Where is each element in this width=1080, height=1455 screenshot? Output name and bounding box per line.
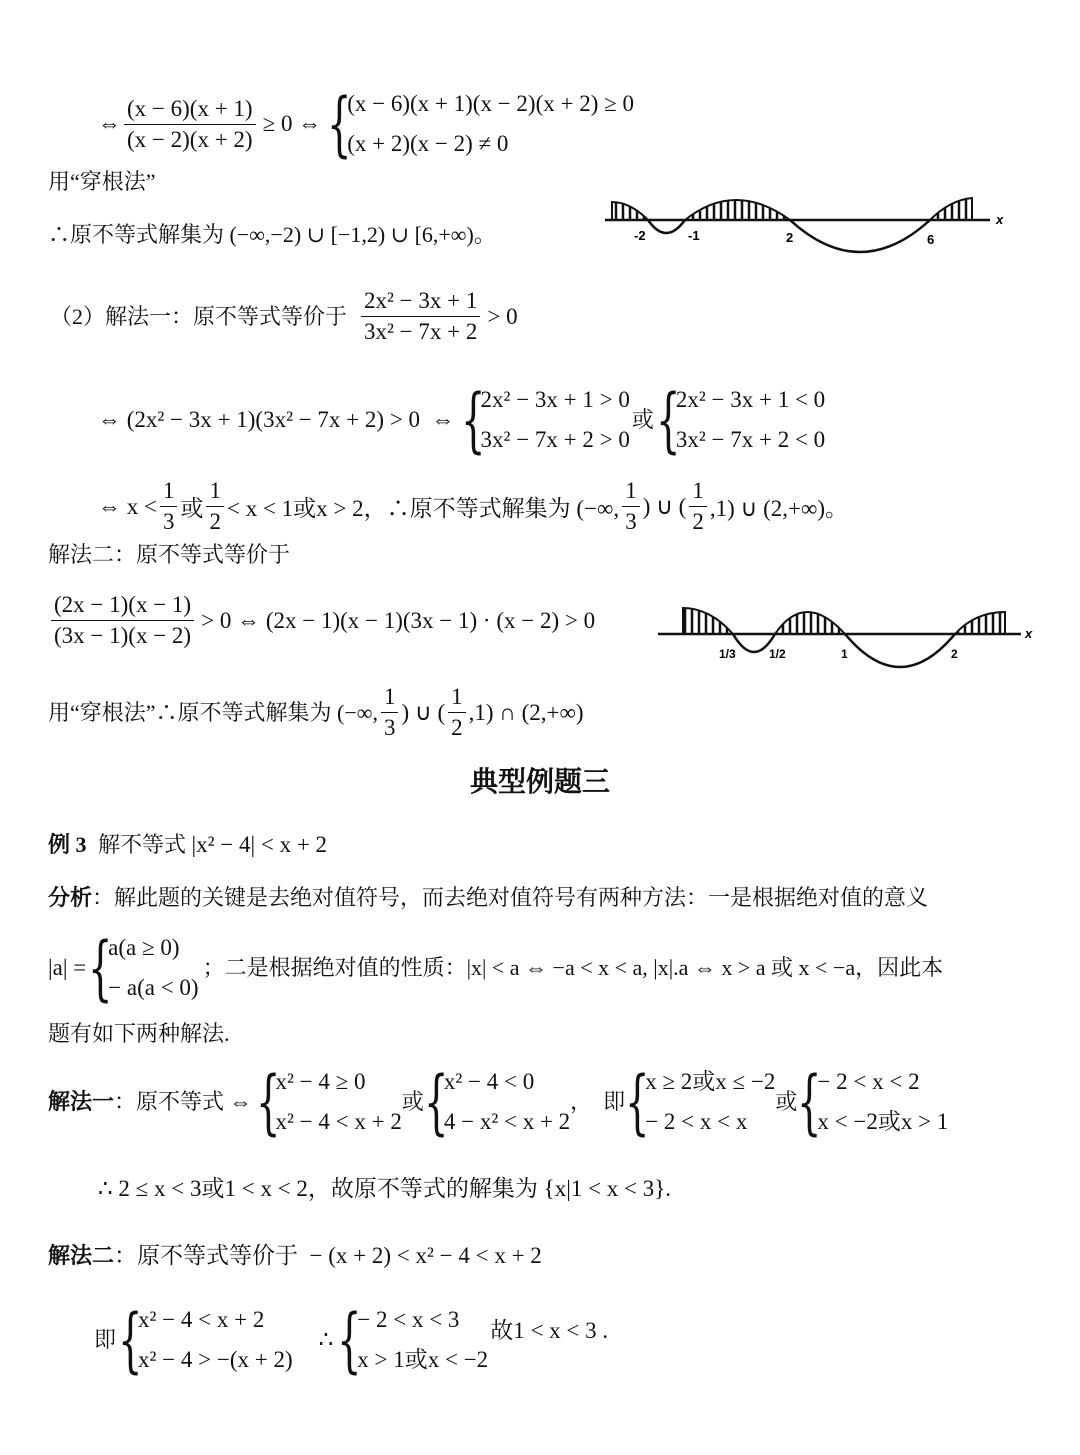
fraction-3: $\frac{(2x - 1)(x - 1)}{(3x - 1)(x - 2)}$ bbox=[51, 592, 194, 649]
system-2a: { 2x² − 3x + 1 > 0 3x² − 7x + 2 > 0 bbox=[460, 379, 630, 461]
curve-below bbox=[648, 220, 685, 233]
system-m1d: { − 2 < x < 2 x < −2或x > 1 bbox=[797, 1061, 949, 1143]
method2b-line: 解法二：原不等式等价于 − (x + 2) < x² − 4 < x + 2 bbox=[48, 1243, 542, 1268]
axis-label-x: x bbox=[1025, 626, 1033, 641]
after-fraction: ≥ 0 ⇔ bbox=[262, 111, 322, 136]
section-heading: 典型例题三 bbox=[469, 765, 610, 798]
method2-title: 解法二：原不等式等价于 bbox=[48, 542, 291, 567]
label-1: 1 bbox=[841, 647, 848, 661]
part2-line2: ⇔ (2x² − 3x + 1)(3x² − 7x + 2) > 0 ⇔ { 2x² − 3x + 1 > 0 3x² − 7x + 2 > 0 或 { 2x² − 3x + 1 < 0 3x² − 7x + 2 < 0 bbox=[98, 379, 826, 461]
system-m1c: { x ≥ 2或x ≤ −2 − 2 < x < x bbox=[625, 1061, 776, 1143]
method2-line: $\frac{(2x - 1)(x - 1)}{(3x - 1)(x - 2)}$ > 0 ⇔ (2x − 1)(x − 1)(3x − 1) · (x − 2) > 0 bbox=[48, 592, 595, 649]
hatched-region bbox=[775, 612, 845, 634]
method2-final-line: 用“穿根法”∴原不等式解集为 (−∞, $\frac{1}{3}$ ) ∪ ( $\frac{1}{2}$ ,1) ∩ (2,+∞) bbox=[48, 684, 584, 740]
hatched-region bbox=[612, 202, 648, 220]
sign-diagram-2 bbox=[655, 600, 1040, 672]
label-one-half: 1/2 bbox=[769, 647, 786, 661]
label-one-third: 1/3 bbox=[719, 647, 736, 661]
analysis-line-2: |a| = { a(a ≥ 0) − a(a < 0) ；二是根据绝对值的性质：|x| < a ⇔ −a < x < a, |x|.a ⇔ x > a 或 x < −a，因此本 bbox=[48, 927, 944, 1009]
method2b-systems: 即 { x² − 4 < x + 2 x² − 4 > −(x + 2) ∴ { − 2 < x < 3 x > 1或x < −2 故1 < x < 3 . bbox=[94, 1299, 609, 1381]
eq-line-1 bbox=[98, 84, 634, 164]
system-m1a: { x² − 4 ≥ 0 x² − 4 < x + 2 bbox=[255, 1061, 402, 1143]
label-minus-1: -1 bbox=[688, 228, 700, 243]
label-2: 2 bbox=[786, 230, 794, 245]
label-minus-2: -2 bbox=[634, 228, 646, 243]
system-1: { (x − 6)(x + 1)(x − 2)(x + 2) ≥ 0 (x + 2)(x − 2) ≠ 0 bbox=[327, 83, 634, 165]
axis-label-x: x bbox=[996, 212, 1004, 227]
method1-line: 解法一 ：原不等式 ⇔ { x² − 4 ≥ 0 x² − 4 < x + 2 或 { x² − 4 < 0 4 − x² < x + 2 ， 即 { x ≥ 2或x ≤ −2 − 2 < x < x 或 { − 2 < x < 2 x < −2或x > 1 bbox=[48, 1061, 949, 1143]
system-2b: { 2x² − 3x + 1 < 0 3x² − 7x + 2 < 0 bbox=[655, 379, 826, 461]
example-3-line: 例 3 解不等式 |x² − 4| < x + 2 bbox=[48, 832, 328, 857]
system-m2a: { x² − 4 < x + 2 x² − 4 > −(x + 2) bbox=[118, 1299, 293, 1381]
part2-intro-line: （2）解法一：原不等式等价于 $\frac{\text{2x² − 3x + 1}}{\text{3x² − 7x + 2}}$ > 0 bbox=[50, 288, 518, 344]
curve-below bbox=[845, 634, 955, 667]
label-2: 2 bbox=[951, 647, 958, 661]
fraction-1: $\frac{(x - 6)(x + 1)}{(x - 2)(x + 2)}$ bbox=[124, 96, 256, 153]
abs-definition: { a(a ≥ 0) − a(a < 0) bbox=[88, 927, 199, 1009]
hatched-region bbox=[955, 612, 1005, 634]
hatched-region bbox=[930, 198, 972, 220]
sign-diagram-1 bbox=[600, 188, 1010, 260]
fraction-2: $\frac{\text{2x² − 3x + 1}}{\text{3x² − 7x + 2}}$ bbox=[361, 288, 480, 345]
solution-line-1: ∴原不等式解集为 (−∞,−2) ∪ [−1,2) ∪ [6,+∞)。 bbox=[48, 222, 496, 247]
system-m2b: { − 2 < x < 3 x > 1或x < −2 bbox=[337, 1299, 489, 1381]
curve-below bbox=[790, 220, 930, 252]
method-line: 用“穿根法” bbox=[48, 169, 156, 194]
equiv-symbol: ⇔ bbox=[98, 111, 121, 136]
method1-conclusion: ∴ 2 ≤ x < 3或1 < x < 2，故原不等式的解集为 {x|1 < x < 3}. bbox=[98, 1176, 672, 1201]
analysis-line-3: 题有如下两种解法. bbox=[48, 1021, 230, 1046]
label-6: 6 bbox=[927, 232, 935, 247]
hatched-region bbox=[685, 200, 790, 220]
system-m1b: { x² − 4 < 0 4 − x² < x + 2 bbox=[423, 1061, 571, 1143]
part2-line3: ⇔ x < $\frac{1}{3}$ 或 $\frac{1}{2}$ < x < 1或x > 2，∴原不等式解集为 (−∞, $\frac{1}{3}$ ) ∪ ( $\frac{1}{2}$ ,1) ∪ (2,+∞)。 bbox=[98, 478, 849, 534]
analysis-line-1: 分析：解此题的关键是去绝对值符号，而去绝对值符号有两种方法：一是根据绝对值的意义 bbox=[48, 885, 929, 910]
hatched-region bbox=[683, 608, 733, 634]
